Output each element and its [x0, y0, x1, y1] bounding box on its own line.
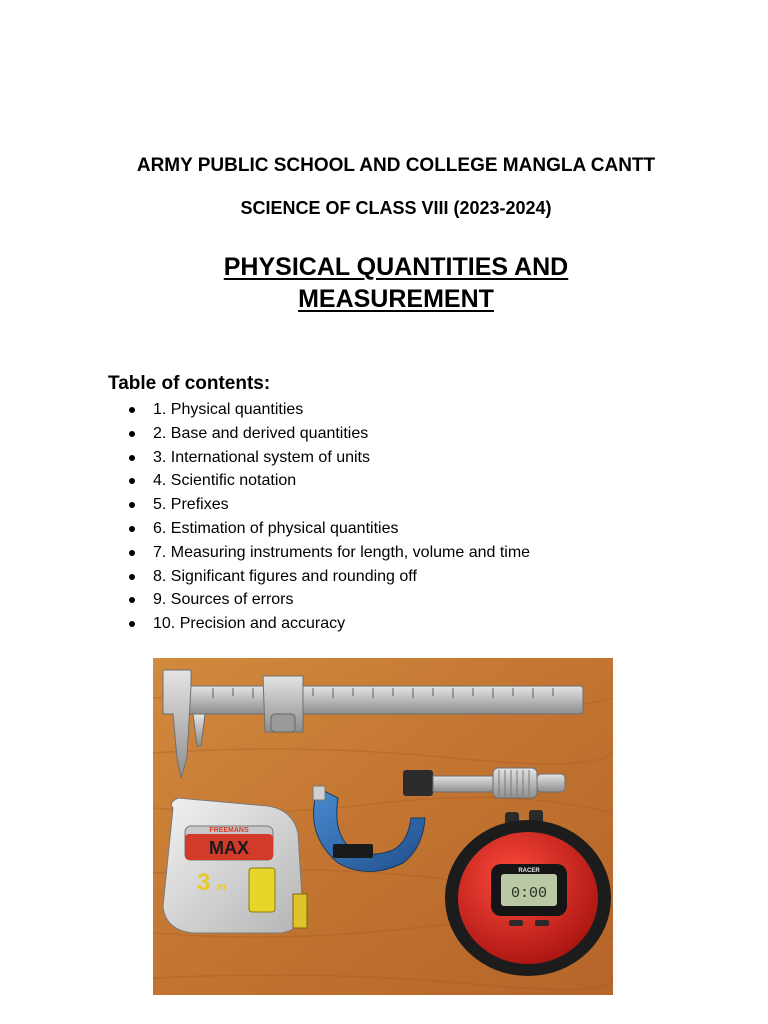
bullet-icon	[129, 574, 135, 580]
bullet-icon	[129, 478, 135, 484]
measuring-tape	[163, 798, 307, 933]
bullet-icon	[129, 526, 135, 532]
toc-item: 7. Measuring instruments for length, volume and time	[129, 541, 530, 565]
school-name: ARMY PUBLIC SCHOOL AND COLLEGE MANGLA CANTT	[136, 155, 656, 176]
toc-item: 6. Estimation of physical quantities	[129, 517, 530, 541]
bullet-icon	[129, 431, 135, 437]
instruments-photo	[153, 658, 613, 995]
tape-length-label: 3	[197, 869, 211, 896]
title-line-2: MEASUREMENT	[298, 285, 494, 313]
toc-item: 8. Significant figures and rounding off	[129, 565, 530, 589]
tape-unit-label: m	[217, 882, 226, 893]
toc-heading: Table of contents:	[108, 373, 271, 394]
class-subtitle: SCIENCE OF CLASS VIII (2023-2024)	[240, 198, 552, 218]
bullet-icon	[129, 621, 135, 627]
bullet-icon	[129, 455, 135, 461]
toc-list	[129, 398, 530, 636]
title-line-1: PHYSICAL QUANTITIES AND	[223, 253, 569, 281]
document-title	[0, 251, 768, 315]
bullet-icon	[129, 550, 135, 556]
toc-item: 5. Prefixes	[129, 493, 530, 517]
stopwatch-display: 0:00	[510, 885, 548, 902]
toc-item: 10. Precision and accuracy	[129, 612, 530, 636]
tape-brand-label: FREEMANS	[209, 827, 249, 834]
instruments-illustration	[153, 658, 613, 995]
toc-item: 3. International system of units	[129, 446, 530, 470]
toc-item: 1. Physical quantities	[129, 398, 530, 422]
toc-item: 4. Scientific notation	[129, 469, 530, 493]
bullet-icon	[129, 597, 135, 603]
toc-item: 9. Sources of errors	[129, 588, 530, 612]
bullet-icon	[129, 407, 135, 413]
bullet-icon	[129, 502, 135, 508]
tape-model-label: MAX	[209, 838, 249, 858]
stopwatch-brand-label: RACER	[518, 868, 540, 874]
toc-item: 2. Base and derived quantities	[129, 422, 530, 446]
